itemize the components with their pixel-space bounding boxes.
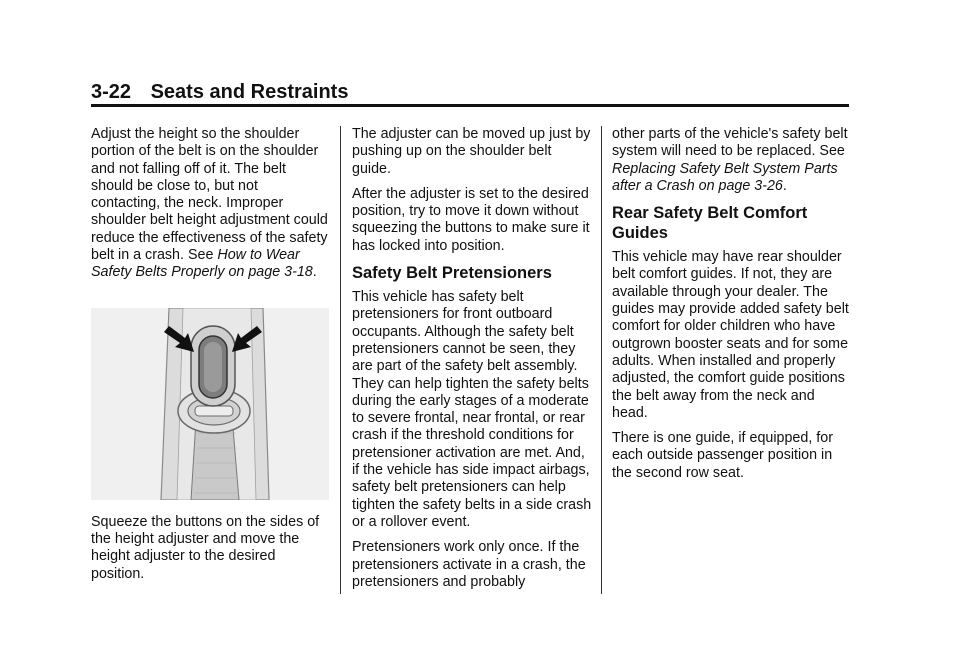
column-divider — [340, 126, 341, 594]
height-adjuster-image — [91, 308, 329, 500]
paragraph-adjuster-move: The adjuster can be moved up just by pushing up on the shoulder belt guide. — [352, 126, 591, 177]
paragraph-squeeze-buttons: Squeeze the buttons on the sides of the height adjuster and move the height adjuster to the desired position. — [91, 513, 320, 582]
paragraph-pretensioners: This vehicle has safety belt pretensioners for front outboard occupants. Although the safety belt pretensioners cannot be seen, they are part of the safety belt assembly. They can help tighten the safety belts during the early stages of a moderate to severe frontal, near frontal, or rear crash if the threshold conditions for pretensioner activation are met. And, if the vehicle has side impact airbags, safety belt pretensioners can help tighten the safety belts in a side crash or a rollover event. — [352, 289, 592, 530]
heading-comfort-guides: Rear Safety Belt Comfort Guides — [612, 204, 808, 243]
page-number: 3-22 — [91, 81, 132, 103]
cross-reference: How to Wear Safety Belts Properly on page 3-18 — [91, 247, 313, 281]
column-1 — [91, 126, 331, 591]
page-header — [91, 80, 348, 104]
section-title: Seats and Restraints — [150, 81, 349, 103]
paragraph-one-guide: There is one guide, if equipped, for each outside passenger position in the second row seat. — [612, 430, 833, 481]
heading-pretensioners: Safety Belt Pretensioners — [352, 264, 552, 283]
cross-reference: Replacing Safety Belt System Parts after a Crash on page 3-26 — [612, 160, 838, 194]
height-adjuster-illustration — [91, 308, 329, 500]
paragraph-adjust-height: Adjust the height so the shoulder portion of the belt is on the shoulder and not falling off of it. The belt should be close to, but not contacting, the neck. Improper shoulder belt height adjustment could reduce the effectiveness of the safety belt in a crash. See How to Wear Safety Belts Properly on page 3-18. — [91, 126, 328, 281]
paragraph-pretensioners-once: Pretensioners work only once. If the pretensioners activate in a crash, the pretensioners and probably — [352, 539, 586, 590]
column-3 — [612, 126, 852, 490]
paragraph-replace-parts: other parts of the vehicle's safety belt system will need to be replaced. See Replacing Safety Belt System Parts after a Crash on page 3-26. — [612, 126, 848, 194]
header-rule — [91, 104, 849, 107]
paragraph-adjuster-set: After the adjuster is set to the desired position, try to move it down without squeezing the buttons to make sure it has locked into position. — [352, 185, 590, 254]
column-divider — [601, 126, 602, 594]
paragraph-comfort-guides: This vehicle may have rear shoulder belt comfort guides. If not, they are available through your dealer. The guides may provide added safety belt comfort for older children who have outgrown booster seats and for some adults. When installed and properly adjusted, the comfort guide positions the belt away from the neck and head. — [612, 249, 849, 421]
column-2 — [352, 126, 592, 599]
